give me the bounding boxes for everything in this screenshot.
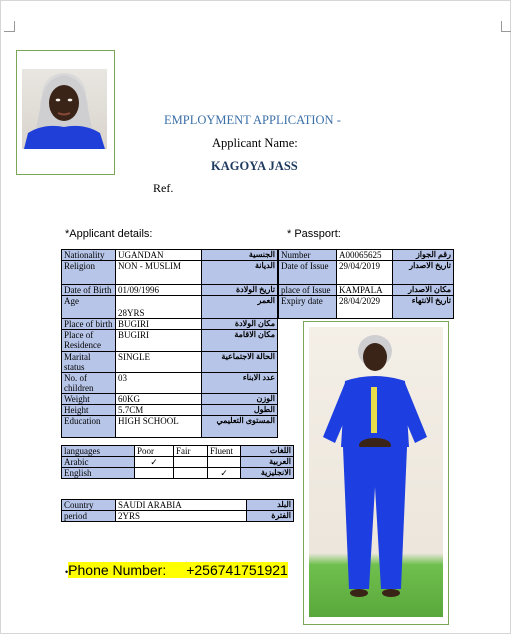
detail-label: Place of Residence	[62, 330, 116, 352]
detail-label: Age	[62, 296, 116, 319]
level-cell	[174, 468, 208, 479]
table-row	[62, 468, 294, 479]
level-cell	[208, 457, 241, 468]
checkmark-icon: ✓	[135, 457, 174, 468]
level-poor-header: Poor	[135, 446, 174, 457]
table-row	[62, 457, 294, 468]
passport-heading: * Passport:	[287, 228, 341, 240]
detail-arabic-label: الديانة	[202, 261, 278, 285]
table-row	[62, 405, 278, 416]
table-row	[279, 250, 454, 261]
margin-corner-mark	[4, 21, 15, 32]
table-row	[62, 296, 278, 319]
detail-arabic-label: الوزن	[202, 394, 278, 405]
full-body-frame	[303, 321, 449, 625]
checkmark-icon: ✓	[208, 468, 241, 479]
detail-arabic-label: مكان الاقامة	[202, 330, 278, 352]
applicant-name: KAGOYA JASS	[211, 159, 298, 173]
table-row	[62, 319, 278, 330]
experience-table	[61, 499, 294, 522]
applicant-details-table	[61, 249, 278, 438]
passport-arabic-label: تاريخ الانتهاء	[393, 296, 454, 319]
passport-value: 29/04/2019	[337, 261, 393, 285]
table-row	[62, 330, 278, 352]
passport-table	[278, 249, 454, 319]
ref-label: Ref.	[153, 181, 174, 195]
applicant-details-heading: *Applicant details:	[65, 228, 153, 240]
detail-value: SINGLE	[116, 352, 202, 373]
detail-label: Place of birth	[62, 319, 116, 330]
table-row	[62, 394, 278, 405]
detail-arabic-label: الحالة الاجتماعية	[202, 352, 278, 373]
phone-label: Phone Number:	[68, 562, 167, 578]
form-title: EMPLOYMENT APPLICATION -	[164, 113, 341, 127]
table-row	[279, 296, 454, 319]
table-row	[62, 285, 278, 296]
detail-arabic-label: عدد الابناء	[202, 373, 278, 394]
experience-arabic-label: الفترة	[247, 511, 294, 522]
language-name: Arabic	[62, 457, 135, 468]
headshot-photo	[22, 69, 107, 149]
table-row	[62, 416, 278, 438]
phone-line: •Phone Number: +256741751921	[65, 562, 288, 578]
detail-label: Weight	[62, 394, 116, 405]
headshot-frame	[16, 50, 115, 175]
language-name: English	[62, 468, 135, 479]
table-row	[279, 285, 454, 296]
table-row	[62, 250, 278, 261]
margin-corner-mark	[501, 21, 511, 32]
detail-value: 01/09/1996	[116, 285, 202, 296]
detail-arabic-label: مكان الولادة	[202, 319, 278, 330]
detail-value: NON - MUSLIM	[116, 261, 202, 285]
detail-value: 28YRS	[116, 296, 202, 319]
table-row	[62, 261, 278, 285]
detail-label: Religion	[62, 261, 116, 285]
experience-value: SAUDI ARABIA	[116, 500, 247, 511]
table-row	[62, 446, 294, 457]
detail-arabic-label: الطول	[202, 405, 278, 416]
passport-value: KAMPALA	[337, 285, 393, 296]
detail-label: Nationality	[62, 250, 116, 261]
experience-arabic-label: البلد	[247, 500, 294, 511]
detail-value: 5.7CM	[116, 405, 202, 416]
languages-table	[61, 445, 294, 479]
detail-label: No. of children	[62, 373, 116, 394]
passport-value: 28/04/2029	[337, 296, 393, 319]
detail-value: BUGIRI	[116, 330, 202, 352]
language-arabic-name: الانجليزية	[241, 468, 294, 479]
level-fair-header: Fair	[174, 446, 208, 457]
detail-label: Height	[62, 405, 116, 416]
table-row	[62, 511, 294, 522]
detail-arabic-label: تاريخ الولادة	[202, 285, 278, 296]
detail-arabic-label: المستوى التعليمي	[202, 416, 278, 438]
table-row	[62, 352, 278, 373]
detail-value: BUGIRI	[116, 319, 202, 330]
passport-label: Date of Issue	[279, 261, 337, 285]
phone-number: +256741751921	[166, 562, 288, 578]
detail-value: UGANDAN	[116, 250, 202, 261]
table-row	[62, 500, 294, 511]
detail-value: 60KG	[116, 394, 202, 405]
experience-label: Country	[62, 500, 116, 511]
level-cell	[174, 457, 208, 468]
language-arabic-name: العربية	[241, 457, 294, 468]
languages-header-label: languages	[62, 446, 135, 457]
experience-value: 2YRS	[116, 511, 247, 522]
detail-label: Date of Birth	[62, 285, 116, 296]
detail-arabic-label: العمر	[202, 296, 278, 319]
detail-label: Education	[62, 416, 116, 438]
passport-label: Number	[279, 250, 337, 261]
applicant-name-label: Applicant Name:	[212, 136, 298, 150]
level-cell	[135, 468, 174, 479]
detail-value: HIGH SCHOOL	[116, 416, 202, 438]
level-fluent-header: Fluent	[208, 446, 241, 457]
detail-arabic-label: الجنسية	[202, 250, 278, 261]
passport-arabic-label: تاريخ الاصدار	[393, 261, 454, 285]
experience-label: period	[62, 511, 116, 522]
detail-label: Marital status	[62, 352, 116, 373]
full-body-photo	[309, 327, 443, 617]
passport-value: A00065625	[337, 250, 393, 261]
languages-arabic-header: اللغات	[241, 446, 294, 457]
passport-arabic-label: رقم الجواز	[393, 250, 454, 261]
passport-label: place of Issue	[279, 285, 337, 296]
table-row	[279, 261, 454, 285]
passport-label: Expiry date	[279, 296, 337, 319]
passport-arabic-label: مكان الاصدار	[393, 285, 454, 296]
detail-value: 03	[116, 373, 202, 394]
table-row	[62, 373, 278, 394]
